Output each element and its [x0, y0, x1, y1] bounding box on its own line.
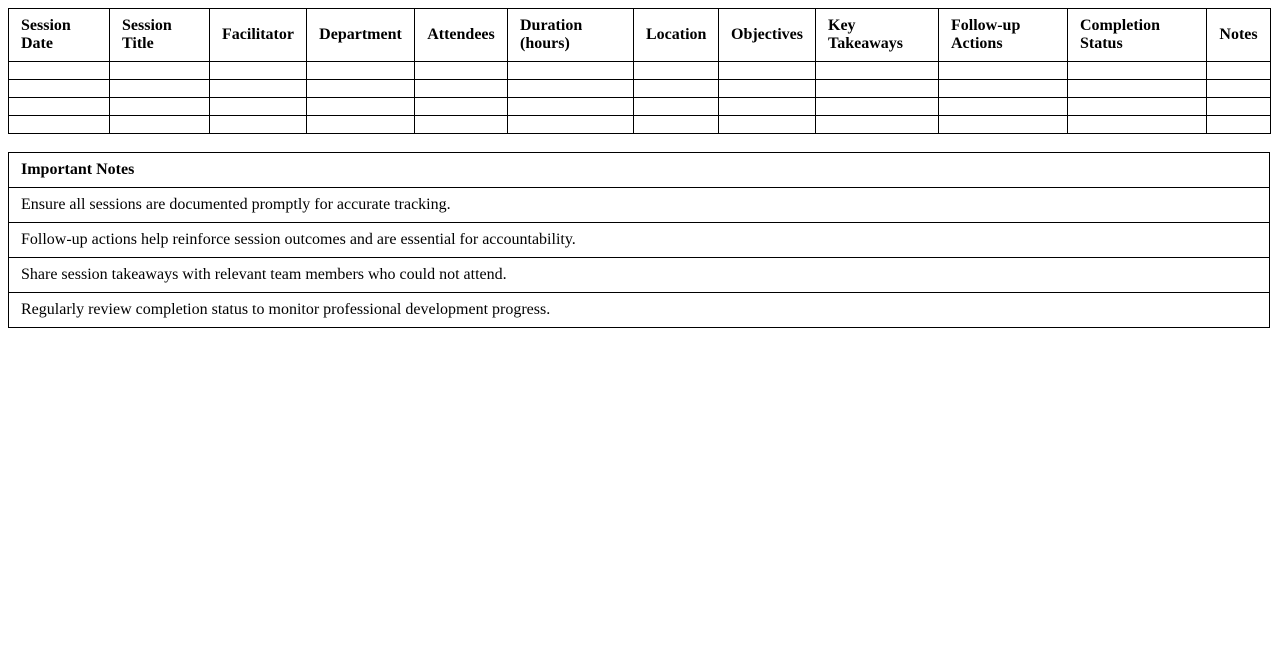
important-notes-table — [8, 152, 1270, 328]
table-cell[interactable] — [307, 116, 415, 134]
table-cell[interactable] — [634, 116, 719, 134]
note-row — [9, 188, 1270, 223]
table-cell[interactable] — [307, 80, 415, 98]
table-row — [9, 116, 1271, 134]
table-cell[interactable] — [508, 62, 634, 80]
note-row — [9, 223, 1270, 258]
notes-heading: Important Notes — [9, 153, 1270, 188]
column-header-facilitator: Facilitator — [210, 9, 307, 62]
column-header-session-date: Session Date — [9, 9, 110, 62]
table-cell[interactable] — [939, 98, 1068, 116]
table-cell[interactable] — [9, 116, 110, 134]
note-text: Follow-up actions help reinforce session outcomes and are essential for accountability. — [9, 223, 1270, 258]
table-cell[interactable] — [719, 98, 816, 116]
table-cell[interactable] — [939, 116, 1068, 134]
note-text: Ensure all sessions are documented promptly for accurate tracking. — [9, 188, 1270, 223]
table-cell[interactable] — [210, 98, 307, 116]
table-row — [9, 98, 1271, 116]
table-cell[interactable] — [816, 116, 939, 134]
table-cell[interactable] — [110, 80, 210, 98]
table-cell[interactable] — [210, 116, 307, 134]
table-cell[interactable] — [634, 62, 719, 80]
column-header-location: Location — [634, 9, 719, 62]
table-cell[interactable] — [1207, 98, 1271, 116]
table-cell[interactable] — [1068, 116, 1207, 134]
table-cell[interactable] — [9, 62, 110, 80]
table-cell[interactable] — [939, 80, 1068, 98]
table-cell[interactable] — [634, 98, 719, 116]
table-row — [9, 62, 1271, 80]
table-cell[interactable] — [110, 62, 210, 80]
table-cell[interactable] — [110, 116, 210, 134]
table-cell[interactable] — [816, 62, 939, 80]
column-header-duration: Duration (hours) — [508, 9, 634, 62]
table-cell[interactable] — [415, 62, 508, 80]
page-content — [8, 8, 1270, 328]
table-cell[interactable] — [1068, 80, 1207, 98]
column-header-key-takeaways: Key Takeaways — [816, 9, 939, 62]
table-cell[interactable] — [210, 80, 307, 98]
table-cell[interactable] — [415, 98, 508, 116]
note-text: Share session takeaways with relevant team members who could not attend. — [9, 258, 1270, 293]
column-header-objectives: Objectives — [719, 9, 816, 62]
table-cell[interactable] — [415, 116, 508, 134]
column-header-session-title: Session Title — [110, 9, 210, 62]
table-cell[interactable] — [415, 80, 508, 98]
table-body — [9, 62, 1271, 134]
table-cell[interactable] — [1068, 62, 1207, 80]
column-header-completion-status: Completion Status — [1068, 9, 1207, 62]
table-cell[interactable] — [719, 62, 816, 80]
table-cell[interactable] — [719, 80, 816, 98]
table-cell[interactable] — [816, 98, 939, 116]
table-cell[interactable] — [719, 116, 816, 134]
table-cell[interactable] — [307, 98, 415, 116]
table-cell[interactable] — [508, 116, 634, 134]
table-cell[interactable] — [307, 62, 415, 80]
table-header-row — [9, 9, 1271, 62]
table-cell[interactable] — [9, 98, 110, 116]
table-cell[interactable] — [1207, 80, 1271, 98]
table-cell[interactable] — [1207, 116, 1271, 134]
table-cell[interactable] — [9, 80, 110, 98]
session-log-table — [8, 8, 1271, 134]
table-cell[interactable] — [1068, 98, 1207, 116]
note-row — [9, 293, 1270, 328]
notes-heading-row — [9, 153, 1270, 188]
column-header-follow-up-actions: Follow-up Actions — [939, 9, 1068, 62]
column-header-department: Department — [307, 9, 415, 62]
table-cell[interactable] — [939, 62, 1068, 80]
table-cell[interactable] — [1207, 62, 1271, 80]
column-header-attendees: Attendees — [415, 9, 508, 62]
table-row — [9, 80, 1271, 98]
note-row — [9, 258, 1270, 293]
note-text: Regularly review completion status to monitor professional development progress. — [9, 293, 1270, 328]
table-cell[interactable] — [816, 80, 939, 98]
table-cell[interactable] — [508, 80, 634, 98]
column-header-notes: Notes — [1207, 9, 1271, 62]
table-cell[interactable] — [634, 80, 719, 98]
table-cell[interactable] — [210, 62, 307, 80]
table-cell[interactable] — [110, 98, 210, 116]
table-cell[interactable] — [508, 98, 634, 116]
